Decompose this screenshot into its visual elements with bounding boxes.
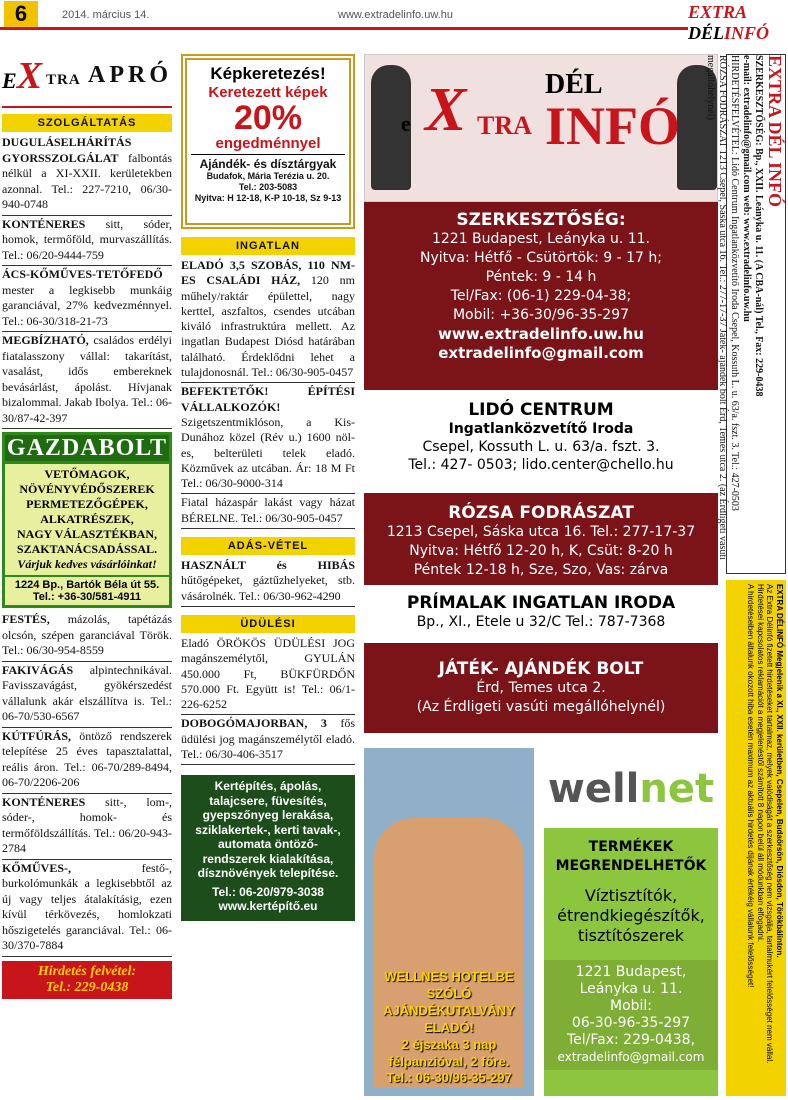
disclaimer-box: EXTRA DÉLINFÓ Megjelenik a XI., XXII. kerületben, Csepelen, Budaörsön, Diósdon, Törökbálinton. Az Extra Délinfó fizetett hirdetéseket tartalmaz, melyek valódiságát a szerkesztőség nem vizsgálja, tartalmukért felelősséget nem vállal. Hirdetései kapcsolatos reklamációt a megjelenéstől számított 8 napon belül áll módunkban elfogadni. A hirdetéseiben általunk okozott hiba esetén maximum az aktuális hirdetés díjának értékéig vállalunk felelősséget!: [726, 580, 786, 1096]
classified-ad: DOBOGÓMAJORBAN, 3 fős üdülési jog magánszemélytől eladó. Tel.: 06/30-406-3517: [181, 715, 355, 765]
extra-delinfo-logo: e X TRA DÉL INFÓ: [364, 54, 718, 202]
classified-ad: FESTÉS, mázolás, tapétázás olcsón, szépen garanciával Török. Tel.: 06/30-954-8559: [2, 611, 172, 662]
classified-ad: FAKIVÁGÁS alpintechnikával. Favisszavágást, gyökérszedést vállalunk akár elszállítva is. Tel.: 06-70/530-6567: [2, 662, 172, 728]
page-number: 6: [4, 1, 38, 27]
issue-date: 2014. március 14.: [62, 9, 150, 21]
rozsa-fodraszat-box: RÓZSA FODRÁSZAT 1213 Csepel, Sáska utca 16. Tel.: 277-17-37 Nyitva: Hétfő 12-20 h, K, Csüt: 8-20 h Péntek 12-18 h, Sze, Szo, Vas: zárva: [364, 493, 718, 585]
impresszum-logo: EXTRA DÉL INFÓ: [765, 55, 785, 208]
header-url[interactable]: www.extradelinfo.uw.hu: [338, 9, 453, 21]
kepkeretezes-ad: Képkeretezés! Keretezett képek 20% engedménnyel Ajándék- és dísztárgyak Budafok, Mária Terézia u. 20. Tel.: 203-5083 Nyitva: H 12-18, K-P 10-18, Sz 9-13: [181, 54, 355, 229]
wellnet-ad: wellnet TERMÉKEK MEGRENDELHETŐK Víztisztítók, étrendkiegészítők, tisztítószerek 1221 Budapest, Leányka u. 11. Mobil: 06-30-96-35-297 Tel/Fax: 229-0438, extradelinfo@gmail.com: [544, 748, 718, 1096]
classified-ad: KÚTFÚRÁS, öntöző rendszerek telepítése 25 éves tapasztalattal, reális áron. Tel.: 06-70/289-8494, 06-70/2206-206: [2, 728, 172, 794]
szerk-web-link[interactable]: www.extradelinfo.uw.hu: [438, 325, 644, 343]
gazdabolt-ad: GAZDABOLT VETŐMAGOK, NÖVÉNYVÉDŐSZEREK PERMETEZŐGÉPEK, ALKATRÉSZEK, NAGY VÁLASZTÉKBAN, SZAKTANÁCSADÁSSAL. Várjuk kedves vásárlóinkat! 1224 Bp., Bartók Béla út 55. Tel.: +36-30/581-4911: [2, 432, 172, 608]
classified-ad: KŐMŰVES-, festő-, burkolómunkák a legkisebbtől az új vagy teljes átalakításig, ezen kívül térkövezés, homlokzati hőszigetelés garanciával. Tel.: 06-30/370-7884: [2, 860, 172, 957]
gazdabolt-title: GAZDABOLT: [6, 435, 168, 461]
wellnet-logo: wellnet: [547, 766, 715, 812]
classified-ad: KONTÉNERES sitt, sóder, homok, termőföld, murvaszállítás. Tel.: 06/20-9444-759: [2, 216, 172, 267]
page-header: [0, 0, 788, 43]
section-udulesi: ÜDÜLÉSI: [181, 615, 355, 633]
header-rule: [0, 27, 688, 30]
classified-ad: KONTÉNERES sitt-, lom-, sóder-, homok- és termőföldszállítás. Tel.: 06/20-943-2784: [2, 794, 172, 860]
jatek-bolt-box: JÁTÉK- AJÁNDÉK BOLT Érd, Temes utca 2. (Az Érdligeti vasúti megállóhelynél): [364, 643, 718, 733]
header-logo: EXTRA DÉLINFÓ: [688, 2, 770, 43]
classified-ad: MEGBÍZHATÓ, családos erdélyi fiatalasszony vállal: takarítást, vasalást, idős embereknek bevásárlást, ápolást. Hívjanak bizalommal. Jakab Ibolya. Tel.: 06-30/87-42-397: [2, 332, 172, 429]
classified-ad: Eladó ÖRÖKÖS ÜDÜLÉSI JOG magánszemélytől, GYULÁN 450.000 Ft, BÜKFÜRDŐN 570.000 Ft. Együtt is! Tel.: 06/1-226-6252: [181, 635, 355, 715]
extra-apro-logo: EX TRA APRÓ: [2, 54, 172, 112]
ad-booking-banner: Hirdetés felvétel: Tel.: 229-0438: [2, 961, 172, 999]
classified-ad: HASZNÁLT és HIBÁS hűtőgépeket, gáztűzhelyeket, stb. vásárolnék. Tel.: 06/30-962-4290: [181, 557, 355, 607]
classified-column-1: [2, 54, 172, 999]
main-ad-column: [364, 54, 718, 733]
classified-column-2: [181, 54, 355, 921]
szerkesztoseg-box: SZERKESZTŐSÉG: 1221 Budapest, Leányka u. 11. Nyitva: Hétfő - Csütörtök: 9 - 17 h; Péntek: 9 - 14 h Tel/Fax: (06-1) 229-04-38; Mobil: +36-30/96-35-297 www.extradelinfo.uw.hu extradelinfo@gmail.com: [364, 202, 718, 390]
lido-centrum-box: LIDÓ CENTRUM Ingatlanközvetítő Iroda Csepel, Kossuth L. u. 63/a. fszt. 3. Tel.: 427- 0503; lido.center@chello.hu: [364, 390, 718, 493]
wellness-hotel-ad: WELLNES HOTELBE SZÓLÓ AJÁNDÉKUTALVÁNY ELADÓ! 2 éjszaka 3 nap félpanzióval, 2 főre. Tel.: 06-30/96-35-297: [364, 748, 534, 1096]
primalak-box: PRÍMALAK INGATLAN IRODA Bp., XI., Etele u 32/C Tel.: 787-7368: [364, 585, 718, 643]
classified-ad: DUGULÁSELHÁRÍTÁS GYORSSZOLGÁLAT falbontás nélkül a XI-XXII. kerületekben azonnal. Tel.: 227-7210, 06/30-940-0748: [2, 134, 172, 216]
impresszum-box: EXTRA DÉL INFÓ SZERKESZTŐSÉG: Bp., XXII. Leányka u. 11. (A CBA-nál) Tel., Fax: 229-0438 e-mail: extradelinfo@gmail.com web: www.extradelinfo.uw.hu HIRDETÉSFELVÉTEL: Lidó Centrum Ingatlanközvetítő Iroda Csepel, Kossuth L. u. 63/a. fszt. 3. Tel.: 427-0503 RÓZSA FODRÁSZAT 1213 Csepel, Sáska utca 16. Tel.: 277-17-37 Játék- ajándék bolt Érd, Temes utca 2. (az Érdligeti vasúti megállóhelynél): [726, 54, 786, 574]
szerk-email-link[interactable]: extradelinfo@gmail.com: [438, 344, 644, 362]
section-ingatlan: INGATLAN: [181, 237, 355, 255]
kertepites-ad: Kertépítés, ápolás, talajcsere, füvesítés, gyepszőnyeg lerakása, sziklakertek-, kerti tavak-, automata öntöző- rendszerek kialakítása, dísznövények telepítése. Tel.: 06-20/979-3038 www.kertépítő.eu: [181, 775, 355, 921]
section-adasvetel: ADÁS-VÉTEL: [181, 537, 355, 555]
classified-ad: Fiatal házaspár lakást vagy házat BÉRELNE. Tel.: 06/30-905-0457: [181, 494, 355, 529]
classified-ad: ELADÓ 3,5 SZOBÁS, 110 NM-ES CSALÁDI HÁZ, 120 nm műhely/raktár épülettel, nagy kerttel, aszfaltos, csendes utcában kiváló infrastruktúra mellett. Az ingatlan Budapest Diósd határában található. Érdeklődni lehet a tulajdonosnál. Tel.: 06/30-905-0457: [181, 257, 355, 383]
classified-ad: ÁCS-KŐMŰVES-TETŐFEDŐ mester a legkisebb munkáig garanciával, 27% kedvezménnyel. Tel.: 06-30/318-21-73: [2, 266, 172, 332]
section-szolgaltatas: SZOLGÁLTATÁS: [2, 114, 172, 132]
classified-ad: BEFEKTETŐK! ÉPÍTÉSI VÁLLALKOZÓK! Szigetszentmiklóson, a Kis-Dunához közel (Rév u.) 1600 nöl-es, belterületi telek eladó. Közművek az utcában. Ár: 18 M Ft Tel.: 06/30-9000-314: [181, 383, 355, 494]
